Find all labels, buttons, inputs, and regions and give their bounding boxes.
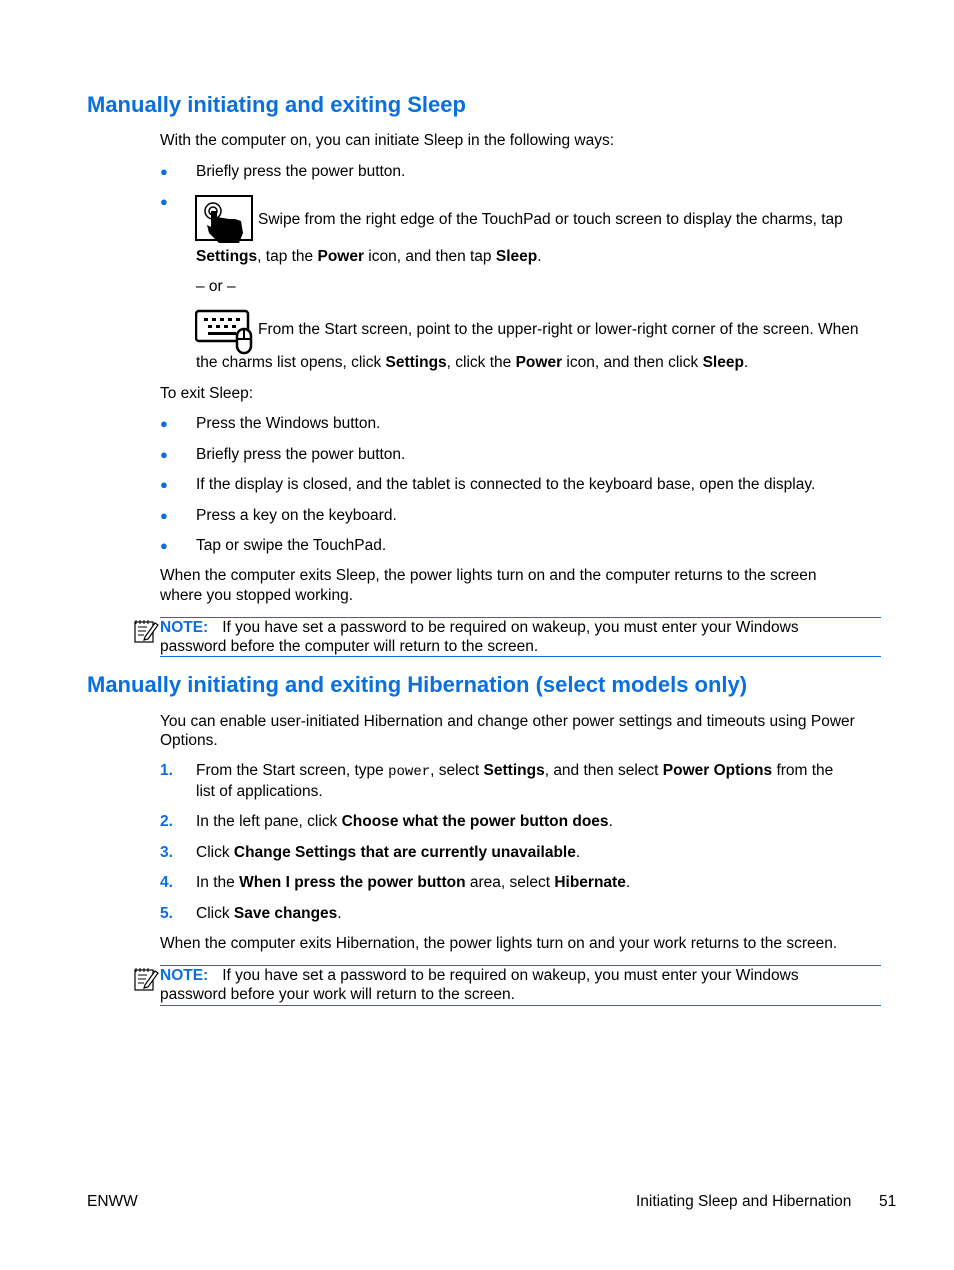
text-span: area, select [465, 874, 555, 891]
text-span: . [625, 874, 631, 891]
bold-term: Settings [483, 762, 545, 779]
note-label: NOTE: [160, 967, 209, 984]
sleep-outro-line1: When the computer exits Sleep, the power lights turn on and the computer returns to the screen [160, 567, 817, 584]
or-separator: – or – [196, 278, 236, 295]
section-heading-sleep: Manually initiating and exiting Sleep [87, 92, 466, 117]
mouse-instruction-line1: From the Start screen, point to the upper-right or lower-right corner of the screen. When [258, 321, 859, 338]
bold-term: Power Options [662, 762, 773, 779]
sleep-intro: With the computer on, you can initiate Sleep in the following ways: [160, 132, 615, 149]
bullet-dot: ● [160, 538, 168, 553]
note-icon [133, 619, 159, 645]
text-span: . [537, 248, 542, 265]
section-heading-hibernation: Manually initiating and exiting Hibernation (select models only) [87, 672, 748, 697]
text-span: icon, and then click [562, 354, 703, 371]
step-number: 5. [160, 905, 173, 922]
step-number: 3. [160, 844, 173, 861]
note-box-sleep [160, 617, 881, 657]
text-span: Click [196, 905, 234, 922]
step-4 [196, 873, 630, 893]
step-number: 4. [160, 874, 173, 891]
power-term: Power [515, 354, 563, 371]
mouse-instruction-line2 [196, 353, 748, 373]
text-span: , tap the [257, 248, 318, 265]
sleep-bullet-power: Briefly press the power button. [196, 163, 406, 180]
bullet-dot: ● [160, 508, 168, 523]
code-term: power [388, 764, 431, 780]
footer-left-label: ENWW [87, 1193, 138, 1210]
settings-term: Settings [385, 354, 447, 371]
bullet-dot: ● [160, 416, 168, 431]
keyboard-mouse-icon [195, 309, 257, 355]
power-term: Power [317, 248, 364, 265]
text-span: icon, and then tap [364, 248, 496, 265]
step-1-line2: list of applications. [196, 783, 323, 800]
hibernation-outro: When the computer exits Hibernation, the power lights turn on and your work returns to the screen. [160, 935, 838, 952]
text-span: In the left pane, click [196, 813, 342, 830]
text-span: From the Start screen, type [196, 762, 389, 779]
exit-sleep-intro: To exit Sleep: [160, 385, 254, 402]
settings-term: Settings [196, 248, 258, 265]
note-line1 [160, 618, 881, 637]
step-3 [196, 843, 580, 863]
bullet-dot: ● [160, 194, 168, 209]
exit-item: Briefly press the power button. [196, 446, 406, 463]
note-line2: password before your work will return to the screen. [160, 986, 515, 1003]
text-span: from the [772, 762, 834, 779]
step-number: 2. [160, 813, 173, 830]
note-icon [133, 967, 159, 993]
bold-term: Save changes [233, 905, 338, 922]
text-span: . [575, 844, 581, 861]
note-line2: password before the computer will return to the screen. [160, 638, 539, 655]
sleep-term: Sleep [495, 248, 538, 265]
bold-term: Hibernate [554, 874, 626, 891]
text-span: Click [196, 844, 234, 861]
text-span: In the [196, 874, 240, 891]
footer-section-title: Initiating Sleep and Hibernation [636, 1193, 852, 1210]
text-span: . [608, 813, 613, 830]
step-5 [196, 904, 342, 924]
note-text: If you have set a password to be required on wakeup, you must enter your Windows [222, 967, 799, 984]
bullet-dot: ● [160, 164, 168, 179]
note-box-hibernation [160, 965, 881, 1006]
step-1 [196, 761, 833, 782]
note-label: NOTE: [160, 619, 209, 636]
touch-gesture-icon [195, 195, 255, 245]
exit-item: Press the Windows button. [196, 415, 381, 432]
touch-instruction-line1: Swipe from the right edge of the TouchPad or touch screen to display the charms, tap [258, 211, 843, 228]
exit-item: If the display is closed, and the tablet is connected to the keyboard base, open the display. [196, 476, 816, 493]
bullet-dot: ● [160, 477, 168, 492]
text-span: , and then select [544, 762, 663, 779]
footer-page-number: 51 [879, 1193, 897, 1210]
exit-item: Press a key on the keyboard. [196, 507, 397, 524]
sleep-term: Sleep [702, 354, 744, 371]
note-text: If you have set a password to be required on wakeup, you must enter your Windows [222, 619, 799, 636]
touch-instruction-line2 [196, 247, 542, 267]
note-line1 [160, 966, 881, 985]
text-span: the charms list opens, click [196, 354, 386, 371]
hibernation-intro-line1: You can enable user-initiated Hibernation and change other power settings and timeouts using Power [160, 713, 855, 730]
bold-term: Change Settings that are currently unavailable [233, 844, 576, 861]
text-span: . [743, 354, 749, 371]
step-number: 1. [160, 762, 173, 779]
exit-item: Tap or swipe the TouchPad. [196, 537, 387, 554]
step-2 [196, 812, 613, 832]
text-span: , click the [446, 354, 516, 371]
bold-term: When I press the power button [239, 874, 466, 891]
text-span: , select [430, 762, 484, 779]
hibernation-intro-line2: Options. [160, 732, 218, 749]
bold-term: Choose what the power button does [341, 813, 609, 830]
sleep-outro-line2: where you stopped working. [160, 587, 354, 604]
bullet-dot: ● [160, 447, 168, 462]
text-span: . [337, 905, 342, 922]
